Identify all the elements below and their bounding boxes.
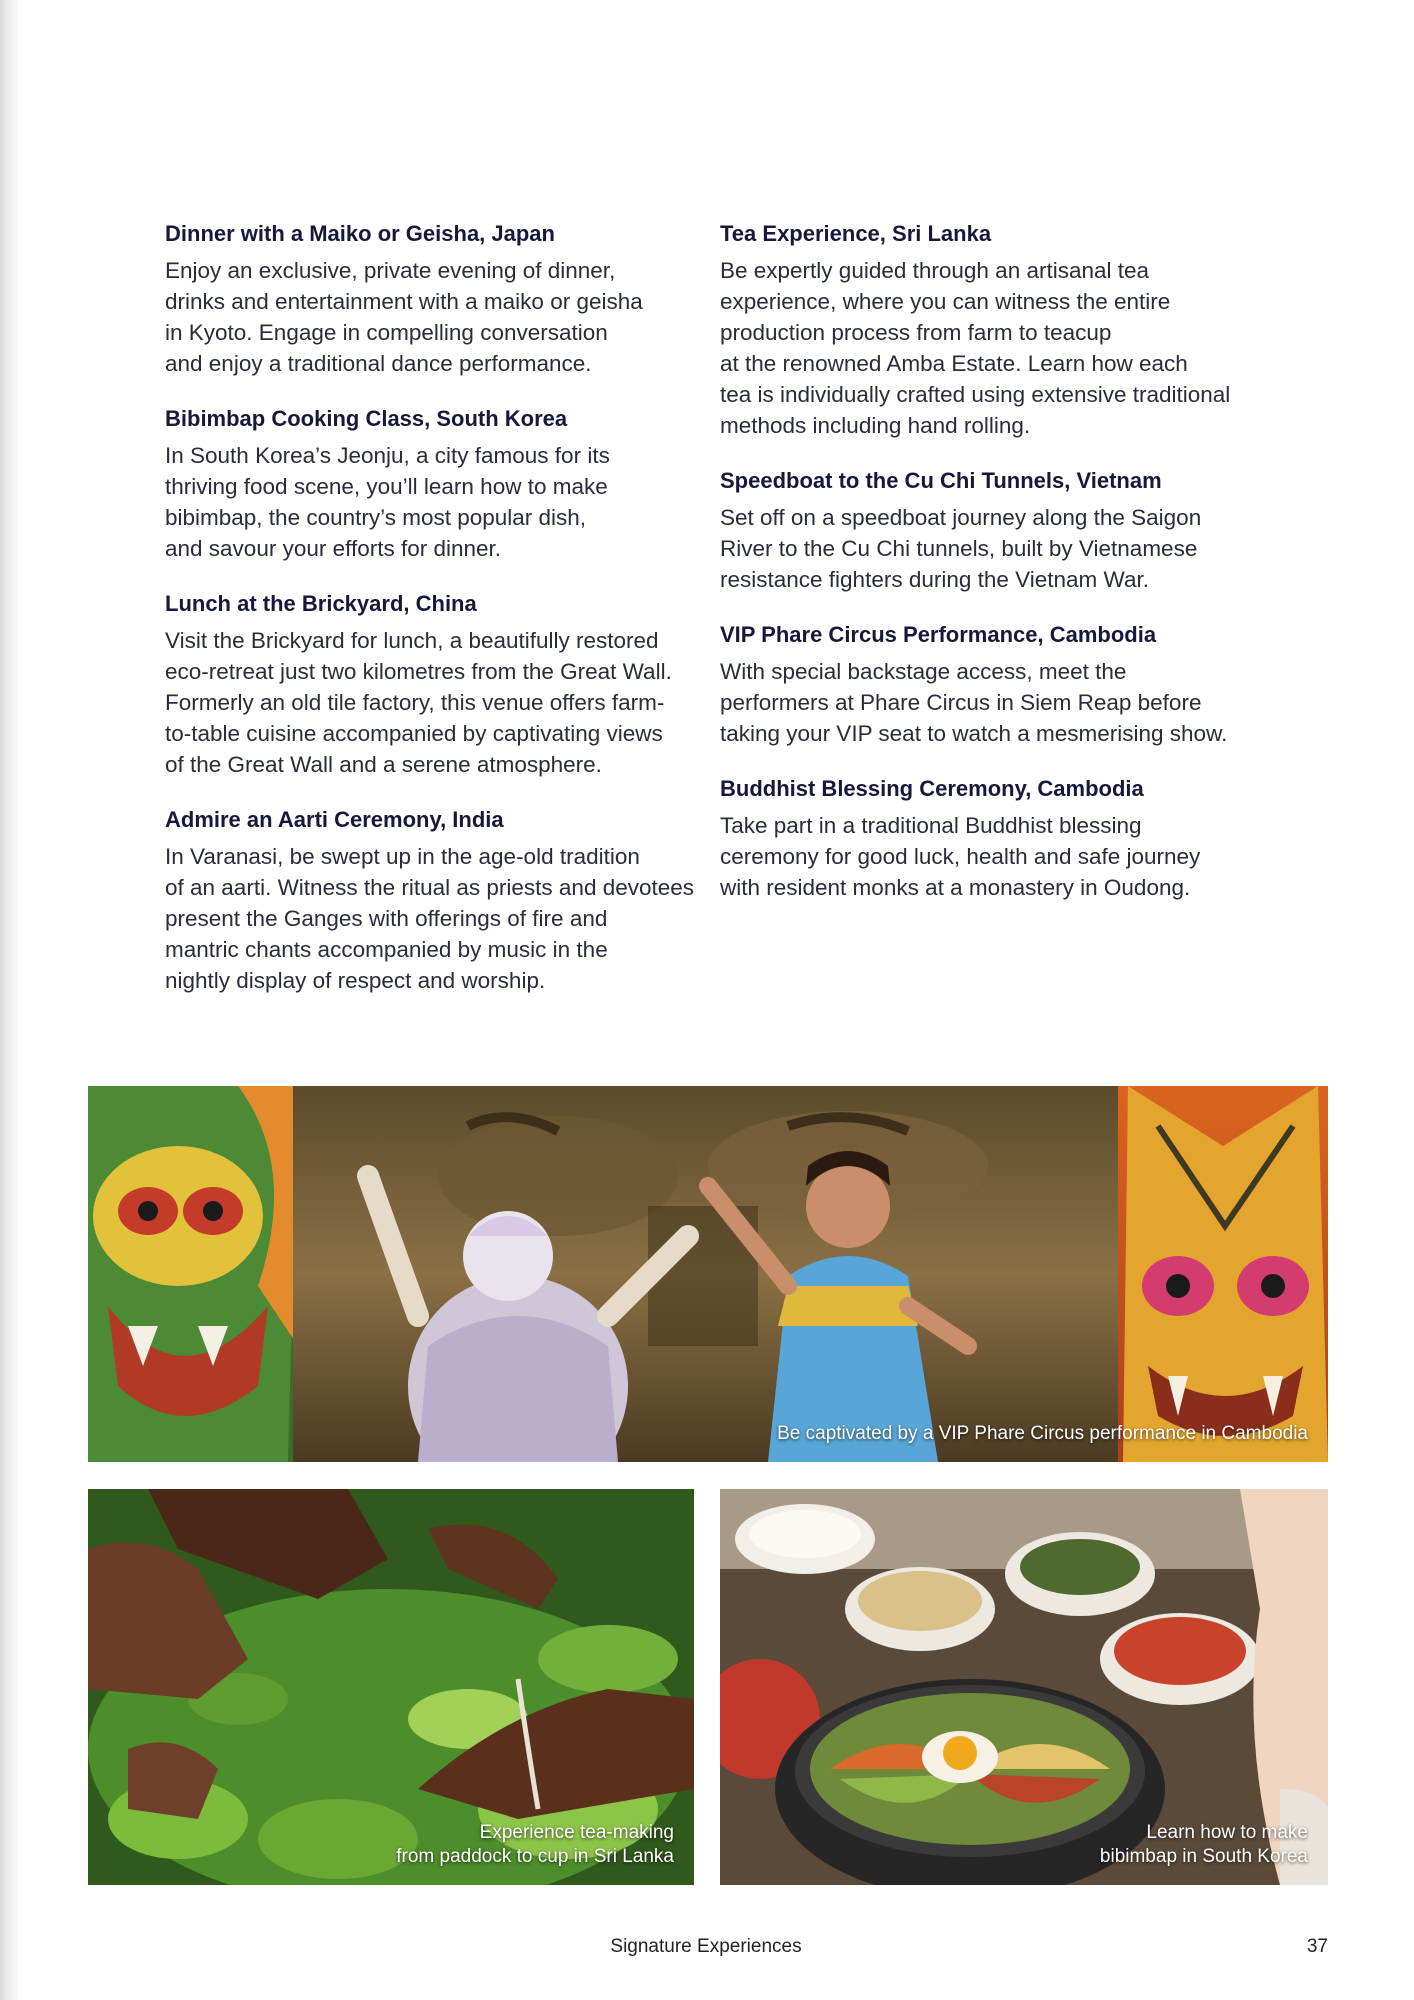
- text-line: In South Korea’s Jeonju, a city famous for its: [165, 443, 610, 468]
- experience-description: [165, 841, 705, 996]
- text-line: with resident monks at a monastery in Oudong.: [720, 875, 1191, 900]
- experience-description: [720, 502, 1280, 595]
- text-line: Take part in a traditional Buddhist blessing: [720, 813, 1142, 838]
- caption-line: from paddock to cup in Sri Lanka: [396, 1846, 674, 1867]
- text-line: ceremony for good luck, health and safe journey: [720, 844, 1201, 869]
- text-line: mantric chants accompanied by music in the: [165, 937, 608, 962]
- text-line: nightly display of respect and worship.: [165, 968, 546, 993]
- text-line: tea is individually crafted using extensive traditional: [720, 382, 1231, 407]
- experience-buddhist-blessing: [720, 774, 1280, 903]
- text-line: in Kyoto. Engage in compelling conversation: [165, 320, 608, 345]
- experience-description: [165, 255, 705, 379]
- text-line: performers at Phare Circus in Siem Reap before: [720, 690, 1202, 715]
- experience-description: [720, 810, 1280, 903]
- text-line: experience, where you can witness the entire: [720, 289, 1171, 314]
- experience-description: [720, 656, 1280, 749]
- text-line: In Varanasi, be swept up in the age-old tradition: [165, 844, 640, 869]
- text-line: eco-retreat just two kilometres from the Great Wall.: [165, 659, 672, 684]
- text-line: drinks and entertainment with a maiko or geisha: [165, 289, 643, 314]
- text-line: resistance fighters during the Vietnam War.: [720, 567, 1149, 592]
- text-line: Visit the Brickyard for lunch, a beautifully restored: [165, 628, 659, 653]
- experience-title: Admire an Aarti Ceremony, India: [165, 807, 504, 832]
- experience-brickyard-lunch: [165, 589, 705, 780]
- experience-title: Dinner with a Maiko or Geisha, Japan: [165, 221, 555, 246]
- experience-description: [165, 625, 705, 780]
- tea-photo-caption: [396, 1821, 674, 1869]
- caption-line: Experience tea-making: [479, 1822, 674, 1843]
- experience-title: Speedboat to the Cu Chi Tunnels, Vietnam: [720, 468, 1162, 493]
- footer-section-title: Signature Experiences: [610, 1936, 802, 1957]
- circus-performance-photo: [88, 1086, 1328, 1462]
- experience-title: VIP Phare Circus Performance, Cambodia: [720, 622, 1157, 647]
- text-line: River to the Cu Chi tunnels, built by Vietnamese: [720, 536, 1198, 561]
- text-line: to-table cuisine accompanied by captivating views: [165, 721, 663, 746]
- text-line: methods including hand rolling.: [720, 413, 1031, 438]
- experience-title: Buddhist Blessing Ceremony, Cambodia: [720, 776, 1144, 801]
- caption-line: Be captivated by a VIP Phare Circus performance in Cambodia: [777, 1423, 1308, 1444]
- bibimbap-photo: [720, 1489, 1328, 1885]
- text-line: Formerly an old tile factory, this venue offers farm-: [165, 690, 665, 715]
- right-column: [720, 219, 1280, 928]
- caption-line: bibimbap in South Korea: [1099, 1846, 1308, 1867]
- page-spine-shadow: [0, 0, 18, 2000]
- experience-title: Lunch at the Brickyard, China: [165, 591, 477, 616]
- text-line: of an aarti. Witness the ritual as priests and devotees: [165, 875, 695, 900]
- text-line: present the Ganges with offerings of fire and: [165, 906, 608, 931]
- experience-aarti-ceremony: [165, 805, 705, 996]
- text-line: Enjoy an exclusive, private evening of dinner,: [165, 258, 616, 283]
- experience-description: [720, 255, 1280, 441]
- text-line: thriving food scene, you’ll learn how to make: [165, 474, 608, 499]
- bibimbap-photo-caption: [1100, 1821, 1308, 1869]
- caption-line: Learn how to make: [1146, 1822, 1308, 1843]
- text-line: and savour your efforts for dinner.: [165, 536, 502, 561]
- text-line: of the Great Wall and a serene atmosphere.: [165, 752, 602, 777]
- text-line: and enjoy a traditional dance performance.: [165, 351, 592, 376]
- page-number: 37: [1306, 1936, 1328, 1957]
- text-line: at the renowned Amba Estate. Learn how each: [720, 351, 1188, 376]
- experience-maiko-geisha: [165, 219, 705, 379]
- experience-cu-chi-speedboat: [720, 466, 1280, 595]
- text-line: Be expertly guided through an artisanal tea: [720, 258, 1150, 283]
- text-line: production process from farm to teacup: [720, 320, 1112, 345]
- text-line: With special backstage access, meet the: [720, 659, 1127, 684]
- experience-title: Tea Experience, Sri Lanka: [720, 221, 992, 246]
- text-line: taking your VIP seat to watch a mesmerising show.: [720, 721, 1228, 746]
- experience-description: [165, 440, 705, 564]
- experience-tea-sri-lanka: [720, 219, 1280, 441]
- circus-photo-caption: [777, 1422, 1308, 1446]
- tea-plucking-photo: [88, 1489, 694, 1885]
- circus-illustration: [88, 1086, 1328, 1462]
- experience-bibimbap-class: [165, 404, 705, 564]
- text-line: bibimbap, the country’s most popular dish,: [165, 505, 587, 530]
- experience-phare-circus: [720, 620, 1280, 749]
- left-column: [165, 219, 705, 1021]
- experience-title: Bibimbap Cooking Class, South Korea: [165, 406, 568, 431]
- text-line: Set off on a speedboat journey along the Saigon: [720, 505, 1202, 530]
